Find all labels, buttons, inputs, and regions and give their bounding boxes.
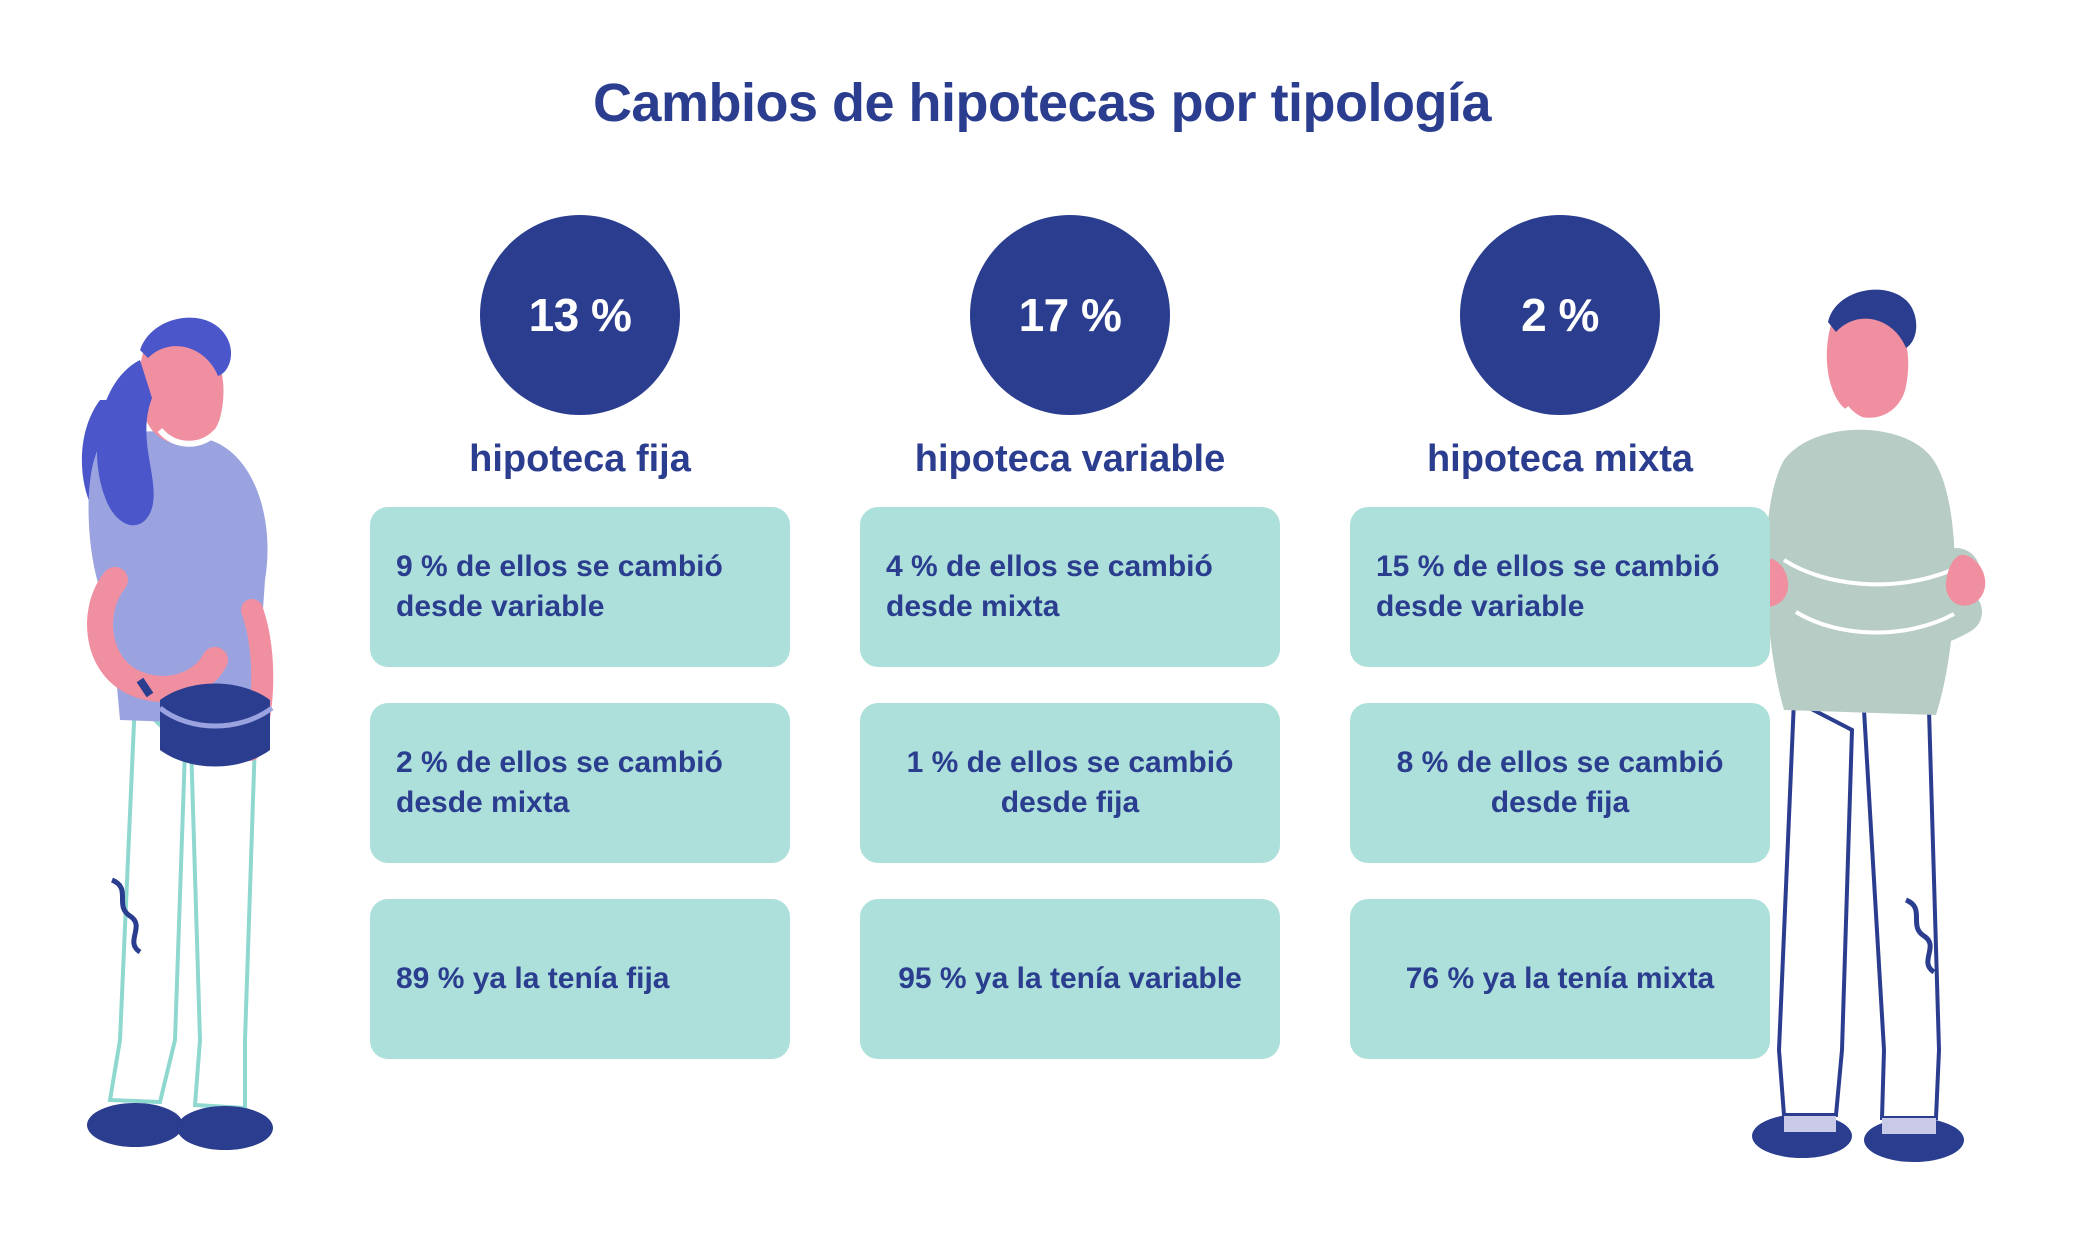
card-mixta-1-text: 15 % de ellos se cambió desde variable	[1376, 549, 1720, 623]
card-variable-3-text: 95 % ya la tenía variable	[898, 961, 1242, 995]
man-standing-illustration	[1724, 260, 2054, 1180]
column-hipoteca-fija	[370, 215, 790, 1059]
column-hipoteca-variable	[860, 215, 1280, 1059]
cards-fija	[370, 507, 790, 1059]
card-mixta-1	[1350, 507, 1770, 667]
page-title: Cambios de hipotecas por tipología	[592, 73, 1492, 133]
percent-bubble-fija: 13 %	[480, 215, 680, 415]
card-variable-2-text: 1 % de ellos se cambió desde fija	[906, 745, 1234, 819]
card-fija-1	[370, 507, 790, 667]
card-fija-2-text: 2 % de ellos se cambió desde mixta	[396, 745, 723, 819]
card-fija-1-text: 9 % de ellos se cambió desde variable	[396, 549, 723, 623]
card-mixta-3-text: 76 % ya la tenía mixta	[1405, 961, 1715, 995]
woman-standing-illustration	[40, 280, 380, 1180]
cards-variable	[860, 507, 1280, 1059]
card-fija-2	[370, 703, 790, 863]
card-mixta-2	[1350, 703, 1770, 863]
cards-mixta	[1350, 507, 1770, 1059]
column-label-mixta: hipoteca mixta	[1426, 438, 1694, 480]
columns-container	[370, 215, 1770, 1059]
card-variable-1	[860, 507, 1280, 667]
column-label-fija: hipoteca fija	[469, 438, 691, 480]
percent-bubble-variable: 17 %	[970, 215, 1170, 415]
card-mixta-3	[1350, 899, 1770, 1059]
card-variable-1-text: 4 % de ellos se cambió desde mixta	[886, 549, 1213, 623]
card-fija-3-text: 89 % ya la tenía fija	[396, 961, 670, 995]
card-fija-3	[370, 899, 790, 1059]
column-label-variable: hipoteca variable	[914, 438, 1226, 480]
column-hipoteca-mixta	[1350, 215, 1770, 1059]
card-mixta-2-text: 8 % de ellos se cambió desde fija	[1396, 745, 1724, 819]
card-variable-3	[860, 899, 1280, 1059]
percent-bubble-mixta: 2 %	[1460, 215, 1660, 415]
card-variable-2	[860, 703, 1280, 863]
